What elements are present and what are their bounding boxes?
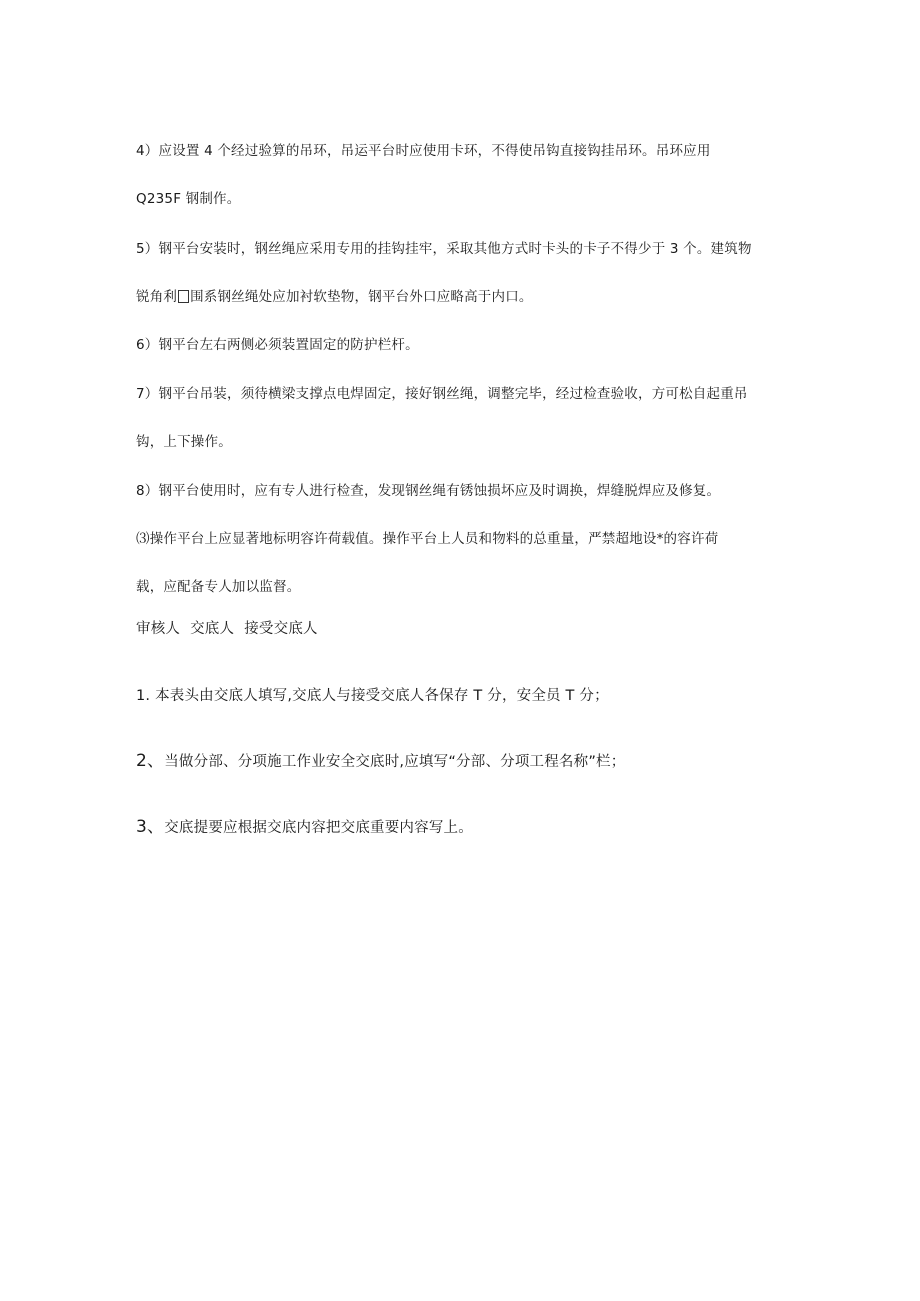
item-4-line-1: 4）应设置 4 个经过验算的吊环，吊运平台时应使用卡环，不得使吊钩直接钩挂吊环。吊环应用 — [136, 143, 711, 159]
receiver-label: 接受交底人 — [244, 621, 318, 637]
item-4-line-2: Q235F 钢制作。 — [136, 191, 241, 207]
note-3 — [136, 817, 473, 838]
note-2 — [136, 751, 625, 772]
reviewer-label: 审核人 — [136, 621, 181, 637]
item-5-line-2 — [136, 287, 533, 307]
note-1-number: 1. — [136, 688, 151, 704]
item-3-line-1: ⑶操作平台上应显著地标明容许荷载值。操作平台上人员和物料的总重量，严禁超地设*的容许荷 — [136, 531, 719, 547]
missing-glyph-box — [178, 290, 189, 303]
item-8-line-1: 8）钢平台使用时，应有专人进行检查，发现钢丝绳有锈蚀损坏应及时调换，焊缝脱焊应及修复。 — [136, 483, 721, 499]
item-7-line-1: 7）钢平台吊装，须待横梁支撑点电焊固定，接好钢丝绳，调整完毕，经过检查验收，方可松自起重吊 — [136, 386, 748, 402]
note-1-text: 本表头由交底人填写,交底人与接受交底人各保存 T 分，安全员 T 分； — [155, 688, 609, 704]
note-2-number: 2、 — [136, 751, 165, 771]
item-5-line-2-start: 锐角利 — [136, 289, 178, 305]
item-7-line-2: 钩，上下操作。 — [136, 434, 232, 450]
signature-row — [136, 619, 318, 639]
note-3-text: 交底提要应根据交底内容把交底重要内容写上。 — [164, 820, 473, 836]
note-1 — [136, 686, 609, 706]
item-5-line-2-end: 围系钢丝绳处应加衬软垫物，钢平台外口应略高于内口。 — [190, 289, 533, 305]
note-3-number: 3、 — [136, 817, 165, 837]
note-2-text: 当做分部、分项施工作业安全交底时,应填写“分部、分项工程名称”栏； — [164, 754, 626, 770]
item-5-line-1: 5）钢平台安装时，钢丝绳应采用专用的挂钩挂牢，采取其他方式时卡头的卡子不得少于 3 个。建筑物 — [136, 241, 752, 257]
item-6-line-1: 6）钢平台左右两侧必须装置固定的防护栏杆。 — [136, 337, 419, 353]
item-3-line-2: 载，应配备专人加以监督。 — [136, 579, 301, 595]
presenter-label: 交底人 — [190, 621, 235, 637]
